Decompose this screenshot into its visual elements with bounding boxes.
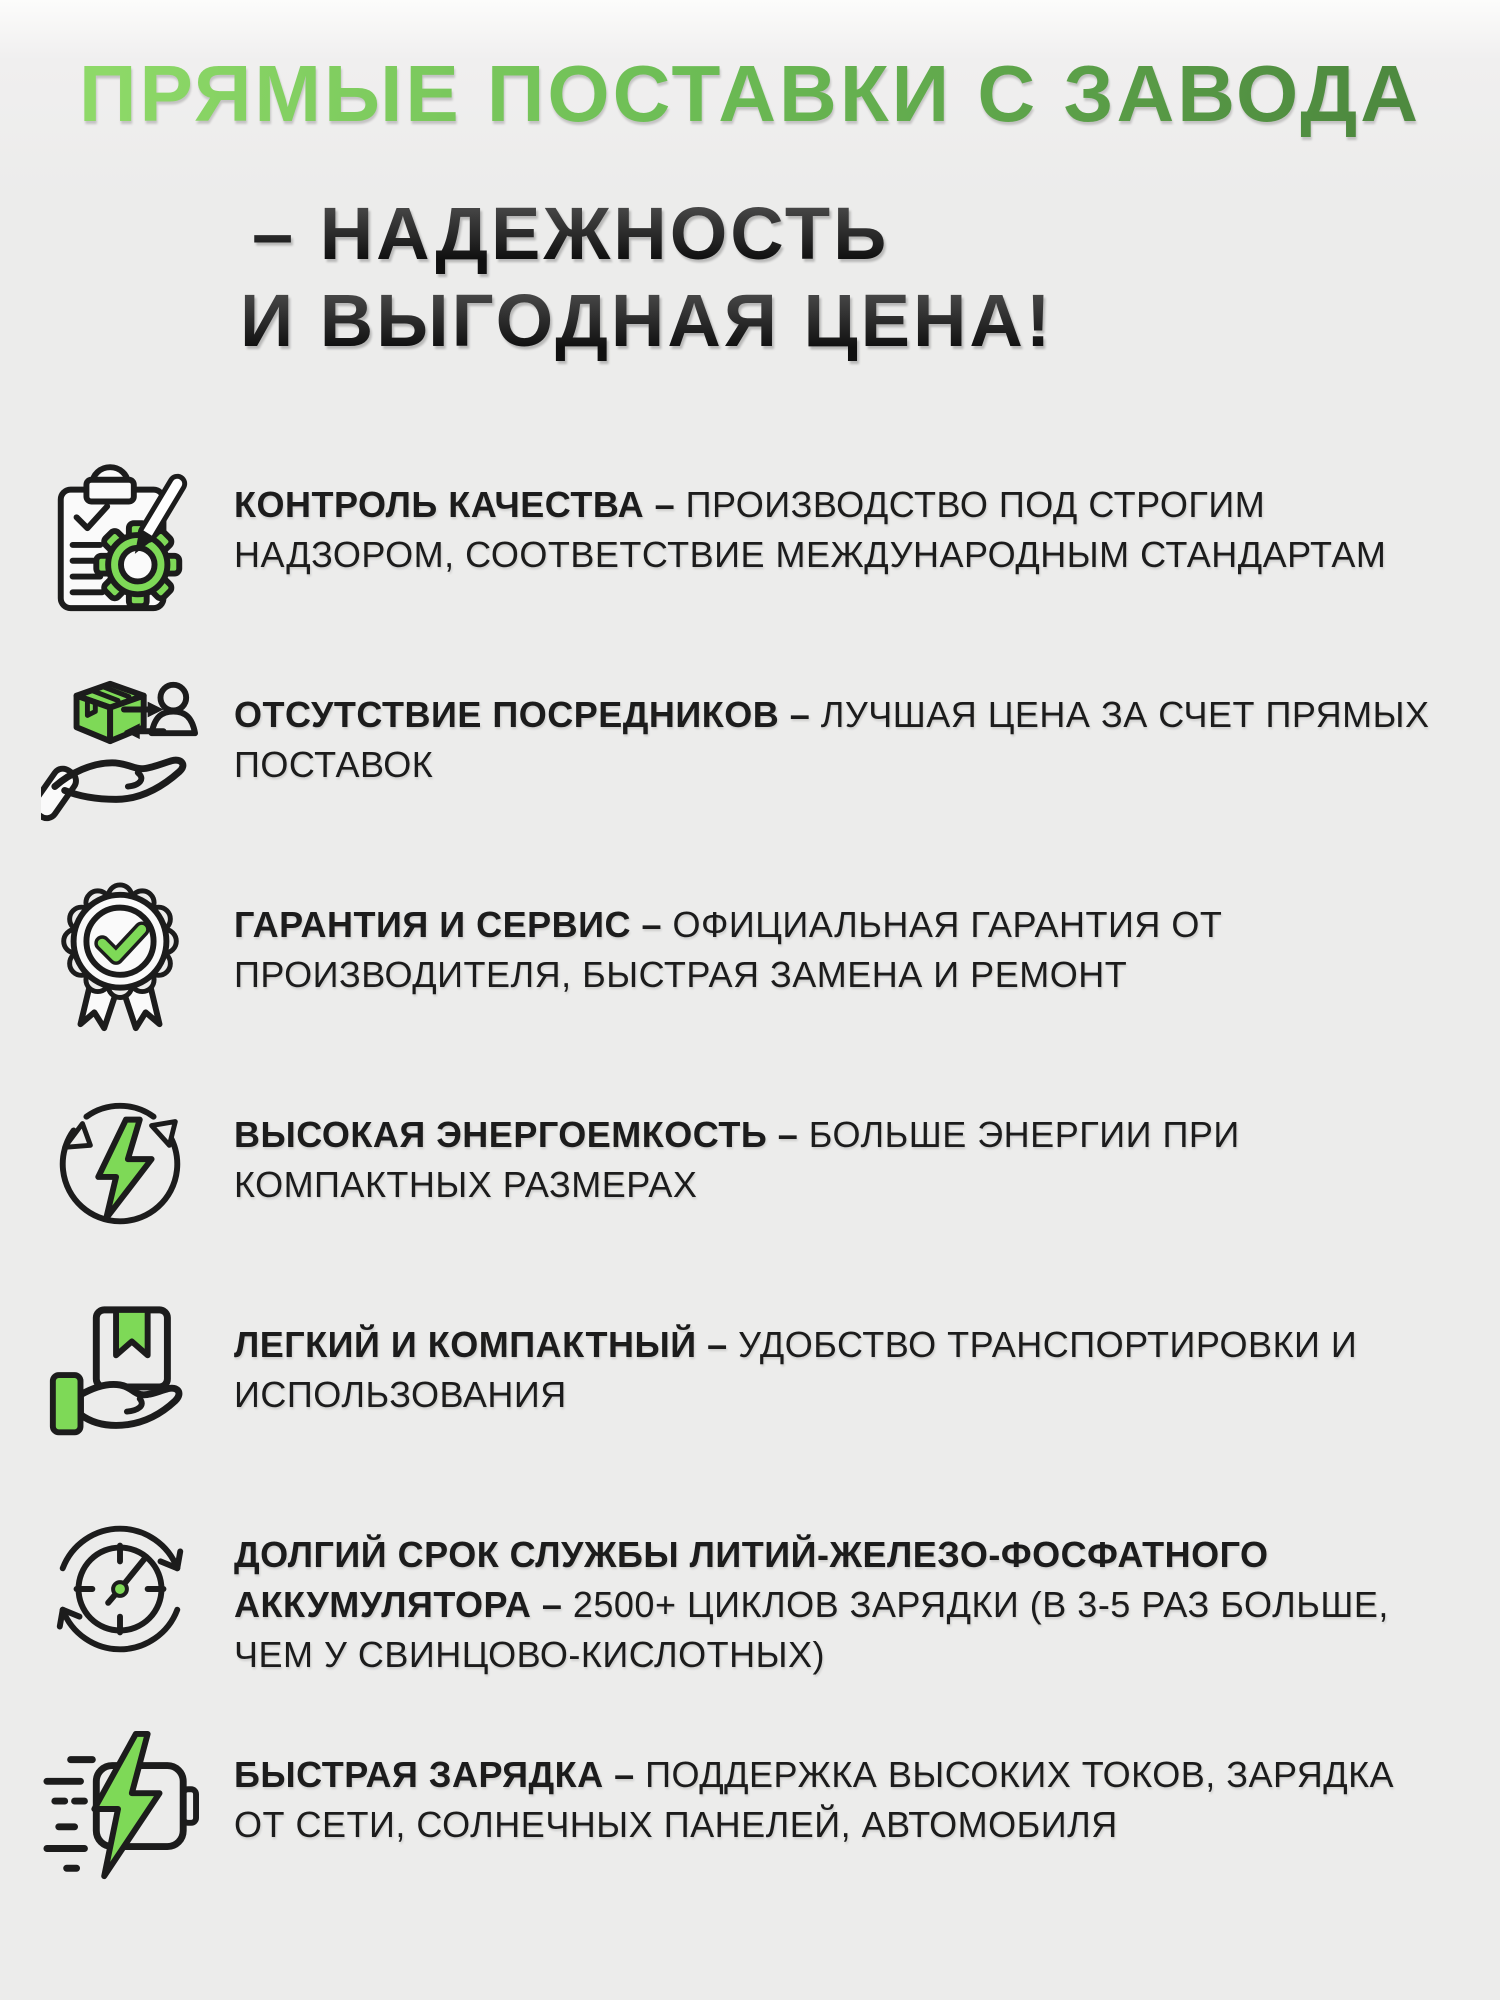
feature-text — [234, 460, 1454, 580]
feature-text — [234, 1300, 1454, 1420]
hand-shape — [41, 760, 183, 822]
feature-text — [234, 1730, 1454, 1850]
energy-capacity-icon — [40, 1090, 200, 1250]
clock-face — [77, 1545, 164, 1632]
quality-control-icon — [40, 460, 200, 620]
feature-description: ПРОИЗВОДСТВО ПОД СТРОГИМ НАДЗОРОМ, СООТВЕТСТВИЕ МЕЖДУНАРОДНЫМ СТАНДАРТАМ — [234, 483, 1387, 575]
package-shape — [96, 1310, 167, 1387]
feature-title: ДОЛГИЙ СРОК СЛУЖБЫ ЛИТИЙ-ЖЕЛЕЗО-ФОСФАТНОГО АККУМУЛЯТОРА – — [234, 1533, 1269, 1625]
ribbon-bookmark — [116, 1310, 148, 1355]
feature-description: УДОБСТВО ТРАНСПОРТИРОВКИ И ИСПОЛЬЗОВАНИЯ — [234, 1323, 1358, 1415]
fast-charging-icon — [40, 1730, 200, 1890]
headline-dark-line-1: – НАДЕЖНОСТЬ — [240, 190, 1500, 277]
headline-dark-line-2: И ВЫГОДНАЯ ЦЕНА! — [240, 277, 1500, 364]
gear-shape — [96, 523, 179, 606]
feature-description: ЛУЧШАЯ ЦЕНА ЗА СЧЕТ ПРЯМЫХ ПОСТАВОК — [234, 693, 1430, 785]
feature-title: ОТСУТСТВИЕ ПОСРЕДНИКОВ – — [234, 693, 821, 735]
feature-text — [234, 1510, 1454, 1680]
feature-list — [0, 460, 1500, 1890]
feature-description: БОЛЬШЕ ЭНЕРГИИ ПРИ КОМПАКТНЫХ РАЗМЕРАХ — [234, 1113, 1240, 1205]
long-lifespan-icon — [40, 1510, 200, 1670]
headline-green — [0, 0, 1500, 138]
feature-description: 2500+ ЦИКЛОВ ЗАРЯДКИ (В 3-5 РАЗ БОЛЬШЕ, ЧЕМ У СВИНЦОВО-КИСЛОТНЫХ) — [234, 1583, 1389, 1675]
feature-title: КОНТРОЛЬ КАЧЕСТВА – — [234, 483, 686, 525]
feature-description: ОФИЦИАЛЬНАЯ ГАРАНТИЯ ОТ ПРОИЗВОДИТЕЛЯ, БЫСТРАЯ ЗАМЕНА И РЕМОНТ — [234, 903, 1223, 995]
feature-description: ПОДДЕРЖКА ВЫСОКИХ ТОКОВ, ЗАРЯДКА ОТ СЕТИ, СОЛНЕЧНЫХ ПАНЕЛЕЙ, АВТОМОБИЛЯ — [234, 1753, 1395, 1845]
feature-text — [234, 1090, 1454, 1210]
feature-row-quality-control — [40, 460, 1464, 620]
feature-title: ЛЕГКИЙ И КОМПАКТНЫЙ – — [234, 1323, 739, 1365]
speed-lines — [47, 1759, 92, 1868]
lightning-bolt-icon — [98, 1119, 151, 1218]
feature-text — [234, 670, 1454, 790]
feature-row-lightweight — [40, 1300, 1464, 1460]
warranty-service-icon — [40, 880, 200, 1040]
cuff-shape — [53, 1375, 81, 1432]
headline-green-text: ПРЯМЫЕ ПОСТАВКИ С ЗАВОДА — [79, 49, 1421, 138]
feature-text — [234, 880, 1454, 1000]
no-middlemen-icon — [40, 670, 200, 830]
lightweight-compact-icon — [40, 1300, 200, 1460]
feature-row-warranty — [40, 880, 1464, 1040]
feature-row-no-middlemen — [40, 670, 1464, 830]
feature-row-fast-charging — [40, 1730, 1464, 1890]
feature-title: БЫСТРАЯ ЗАРЯДКА – — [234, 1753, 646, 1795]
feature-title: ВЫСОКАЯ ЭНЕРГОЕМКОСТЬ – — [234, 1113, 809, 1155]
feature-title: ГАРАНТИЯ И СЕРВИС – — [234, 903, 673, 945]
feature-row-energy-capacity — [40, 1090, 1464, 1250]
lightning-bolt-icon — [94, 1734, 159, 1876]
feature-row-long-lifespan — [40, 1510, 1464, 1680]
headline-dark — [240, 190, 1500, 365]
